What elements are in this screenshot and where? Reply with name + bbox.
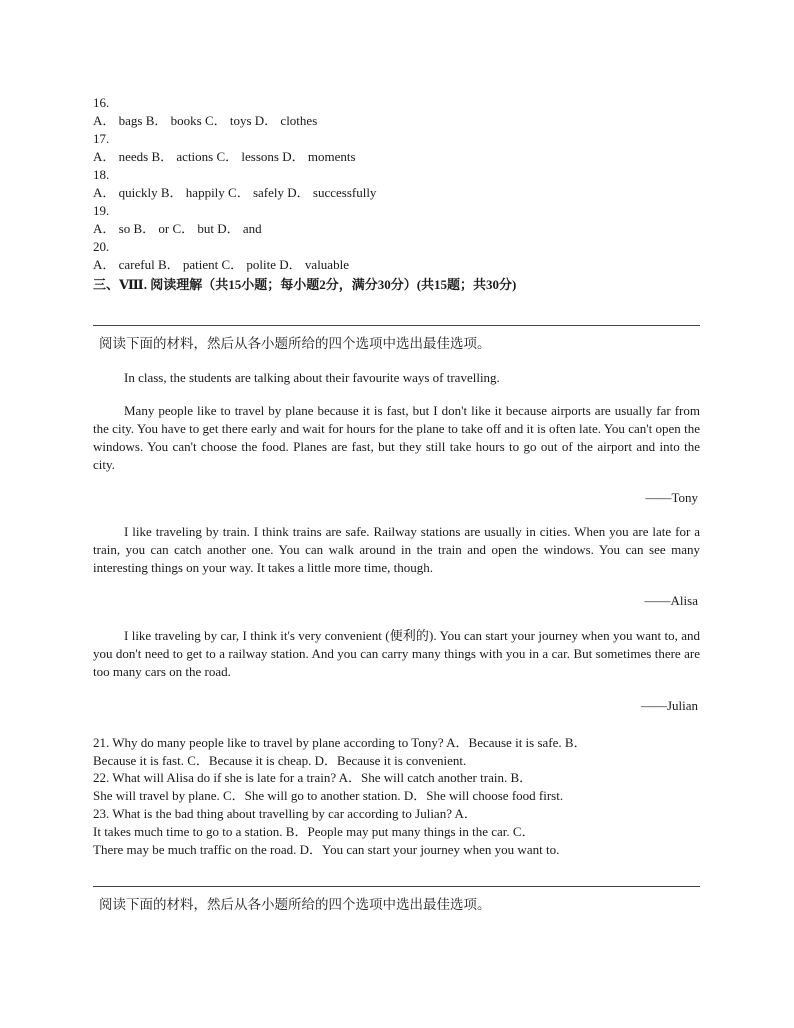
reading-instruction: 阅读下面的材料，然后从各小题所给的四个选项中选出最佳选项。 (99, 336, 491, 351)
signature-julian: ——Julian (640, 698, 698, 713)
question-number-18: 18. (93, 167, 110, 182)
question-22-line-2: She will travel by plane. C．She will go to another station. D．She will choose food first. (93, 788, 564, 803)
options-18: A． quickly B． happily C． safely D． successfully (93, 185, 377, 200)
question-23-line-1: 23. What is the bad thing about travelling by car according to Julian? A． (93, 806, 477, 821)
options-20: A． careful B． patient C． polite D． valuable (93, 257, 349, 272)
reading-instruction-2: 阅读下面的材料，然后从各小题所给的四个选项中选出最佳选项。 (99, 897, 491, 912)
question-23-line-2: It takes much time to go to a station. B．People may put many things in the car. C． (93, 824, 535, 839)
options-19: A． so B． or C． but D． and (93, 221, 262, 236)
question-number-17: 17. (93, 131, 110, 146)
passage-alisa: I like traveling by train. I think trains are safe. Railway stations are usually in cities. When you are late for a train, you can catch another one. You can walk around in the train and open the windows. You can see many interesting things on your way. It takes a little more time, though. (93, 524, 700, 575)
question-number-19: 19. (93, 203, 110, 218)
passage-julian: I like traveling by car, I think it's very convenient (便利的). You can start your journey when you want to, and you don't need to get to a railway station. And you can carry many things with you in a car. But sometimes there are too many cars on the road. (93, 628, 700, 679)
passage-intro: In class, the students are talking about their favourite ways of travelling. (124, 370, 500, 385)
question-23-line-3: There may be much traffic on the road. D．You can start your journey when you want to. (93, 842, 560, 857)
divider (93, 325, 700, 326)
section-heading: 三、Ⅷ. 阅读理解（共15小题；每小题2分，满分30分）(共15题；共30分) (93, 277, 517, 292)
question-number-20: 20. (93, 239, 110, 254)
passage-tony: Many people like to travel by plane because it is fast, but I don't like it because airports are usually far from the city. You have to get there early and wait for hours for the plane to take off and it is often late. You can't open the windows. You can't choose the food. Planes are fast, but they still take hours to go out of the airport and into the city. (93, 403, 700, 472)
question-21-line-2: Because it is fast. C．Because it is cheap. D．Because it is convenient. (93, 753, 467, 768)
options-17: A． needs B． actions C． lessons D． moments (93, 149, 356, 164)
question-number-16: 16. (93, 95, 110, 110)
question-21-line-1: 21. Why do many people like to travel by plane according to Tony? A．Because it is safe. B． (93, 735, 587, 750)
question-22-line-1: 22. What will Alisa do if she is late for a train? A．She will catch another train. B． (93, 770, 533, 785)
signature-tony: ——Tony (645, 490, 698, 505)
divider-2 (93, 886, 700, 887)
signature-alisa: ——Alisa (644, 593, 698, 608)
options-16: A． bags B． books C． toys D． clothes (93, 113, 318, 128)
